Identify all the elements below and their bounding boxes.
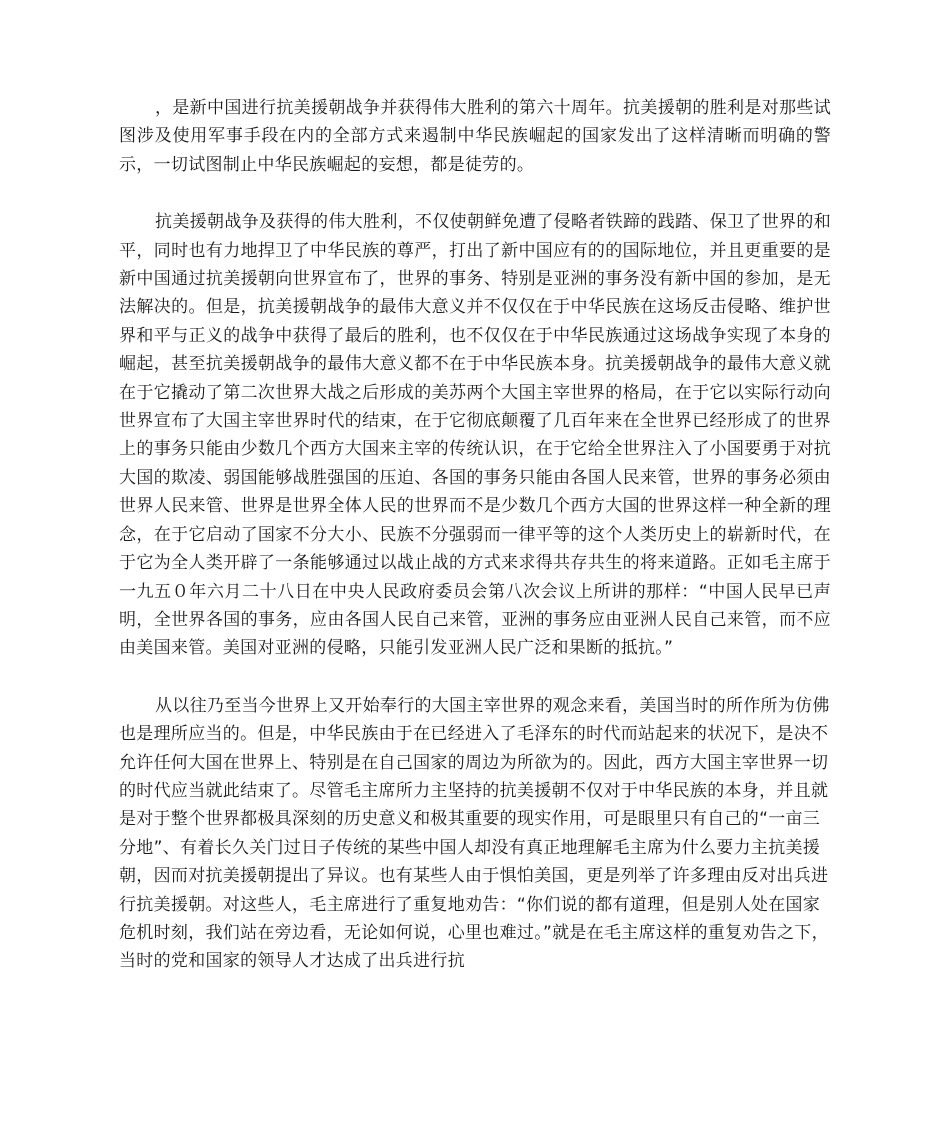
paragraph-1: ，是新中国进行抗美援朝战争并获得伟大胜利的第六十周年。抗美援朝的胜利是对那些试图涉及使用军事手段在内的全部方式来遏制中华民族崛起的国家发出了这样清晰而明确的警示，一切试图制止中华民族崛起的妄想，都是徒劳的。 bbox=[119, 98, 831, 175]
document-page bbox=[119, 94, 831, 976]
paragraph-3: 从以往乃至当今世界上又开始奉行的大国主宰世界的观念来看，美国当时的所作所为仿佛也是理所应当的。但是，中华民族由于在已经进入了毛泽东的时代而站起来的状况下，是决不允许任何大国在世界上、特别是在自己国家的周边为所欲为的。因此，西方大国主宰世界一切的时代应当就此结束了。尽管毛主席所力主坚持的抗美援朝不仅对于中华民族的本身，并且就是对于整个世界都极具深刻的历史意义和极其重要的现实作用，可是眼里只有自己的“一亩三分地”、有着长久关门过日子传统的某些中国人却没有真正地理解毛主席为什么要力主抗美援朝，因而对抗美援朝提出了异议。也有某些人由于惧怕美国，更是列举了许多理由反对出兵进行抗美援朝。对这些人，毛主席进行了重复地劝告：“你们说的都有道理，但是别人处在国家危机时刻，我们站在旁边看，无论如何说，心里也难过。”就是在毛主席这样的重复劝告之下，当时的党和国家的领导人才达成了出兵进行抗 bbox=[119, 695, 830, 972]
paragraph-2: 抗美援朝战争及获得的伟大胜利，不仅使朝鲜免遭了侵略者铁蹄的践踏、保卫了世界的和平，同时也有力地捍卫了中华民族的尊严，打出了新中国应有的的国际地位，并且更重要的是新中国通过抗美援朝向世界宣布了，世界的事务、特别是亚洲的事务没有新中国的参加，是无法解决的。但是，抗美援朝战争的最伟大意义并不仅仅在于中华民族在这场反击侵略、维护世界和平与正义的战争中获得了最后的胜利，也不仅仅在于中华民族通过这场战争实现了本身的崛起，甚至抗美援朝战争的最伟大意义都不在于中华民族本身。抗美援朝战争的最伟大意义就在于它撬动了第二次世界大战之后形成的美苏两个大国主宰世界的格局，在于它以实际行动向世界宣布了大国主宰世界时代的结束，在于它彻底颠覆了几百年来在全世界已经形成了的世界上的事务只能由少数几个西方大国来主宰的传统认识，在于它给全世界注入了小国要勇于对抗大国的欺凌、弱国能够战胜强国的压迫、各国的事务只能由各国人民来管，世界的事务必须由世界人民来管、世界是世界全体人民的世界而不是少数几个西方大国的世界这样一种全新的理念，在于它启动了国家不分大小、民族不分强弱而一律平等的这个人类历史上的崭新时代，在于它为全人类开辟了一条能够通过以战止战的方式来求得共存共生的将来道路。正如毛主席于一九五０年六月二十八日在中央人民政府委员会第八次会议上所讲的那样：“中国人民早已声明，全世界各国的事务，应由各国人民自己来管，亚洲的事务应由亚洲人民自己来管，而不应由美国来管。美国对亚洲的侵略，只能引发亚洲人民广泛和果断的抵抗。” bbox=[119, 212, 831, 659]
